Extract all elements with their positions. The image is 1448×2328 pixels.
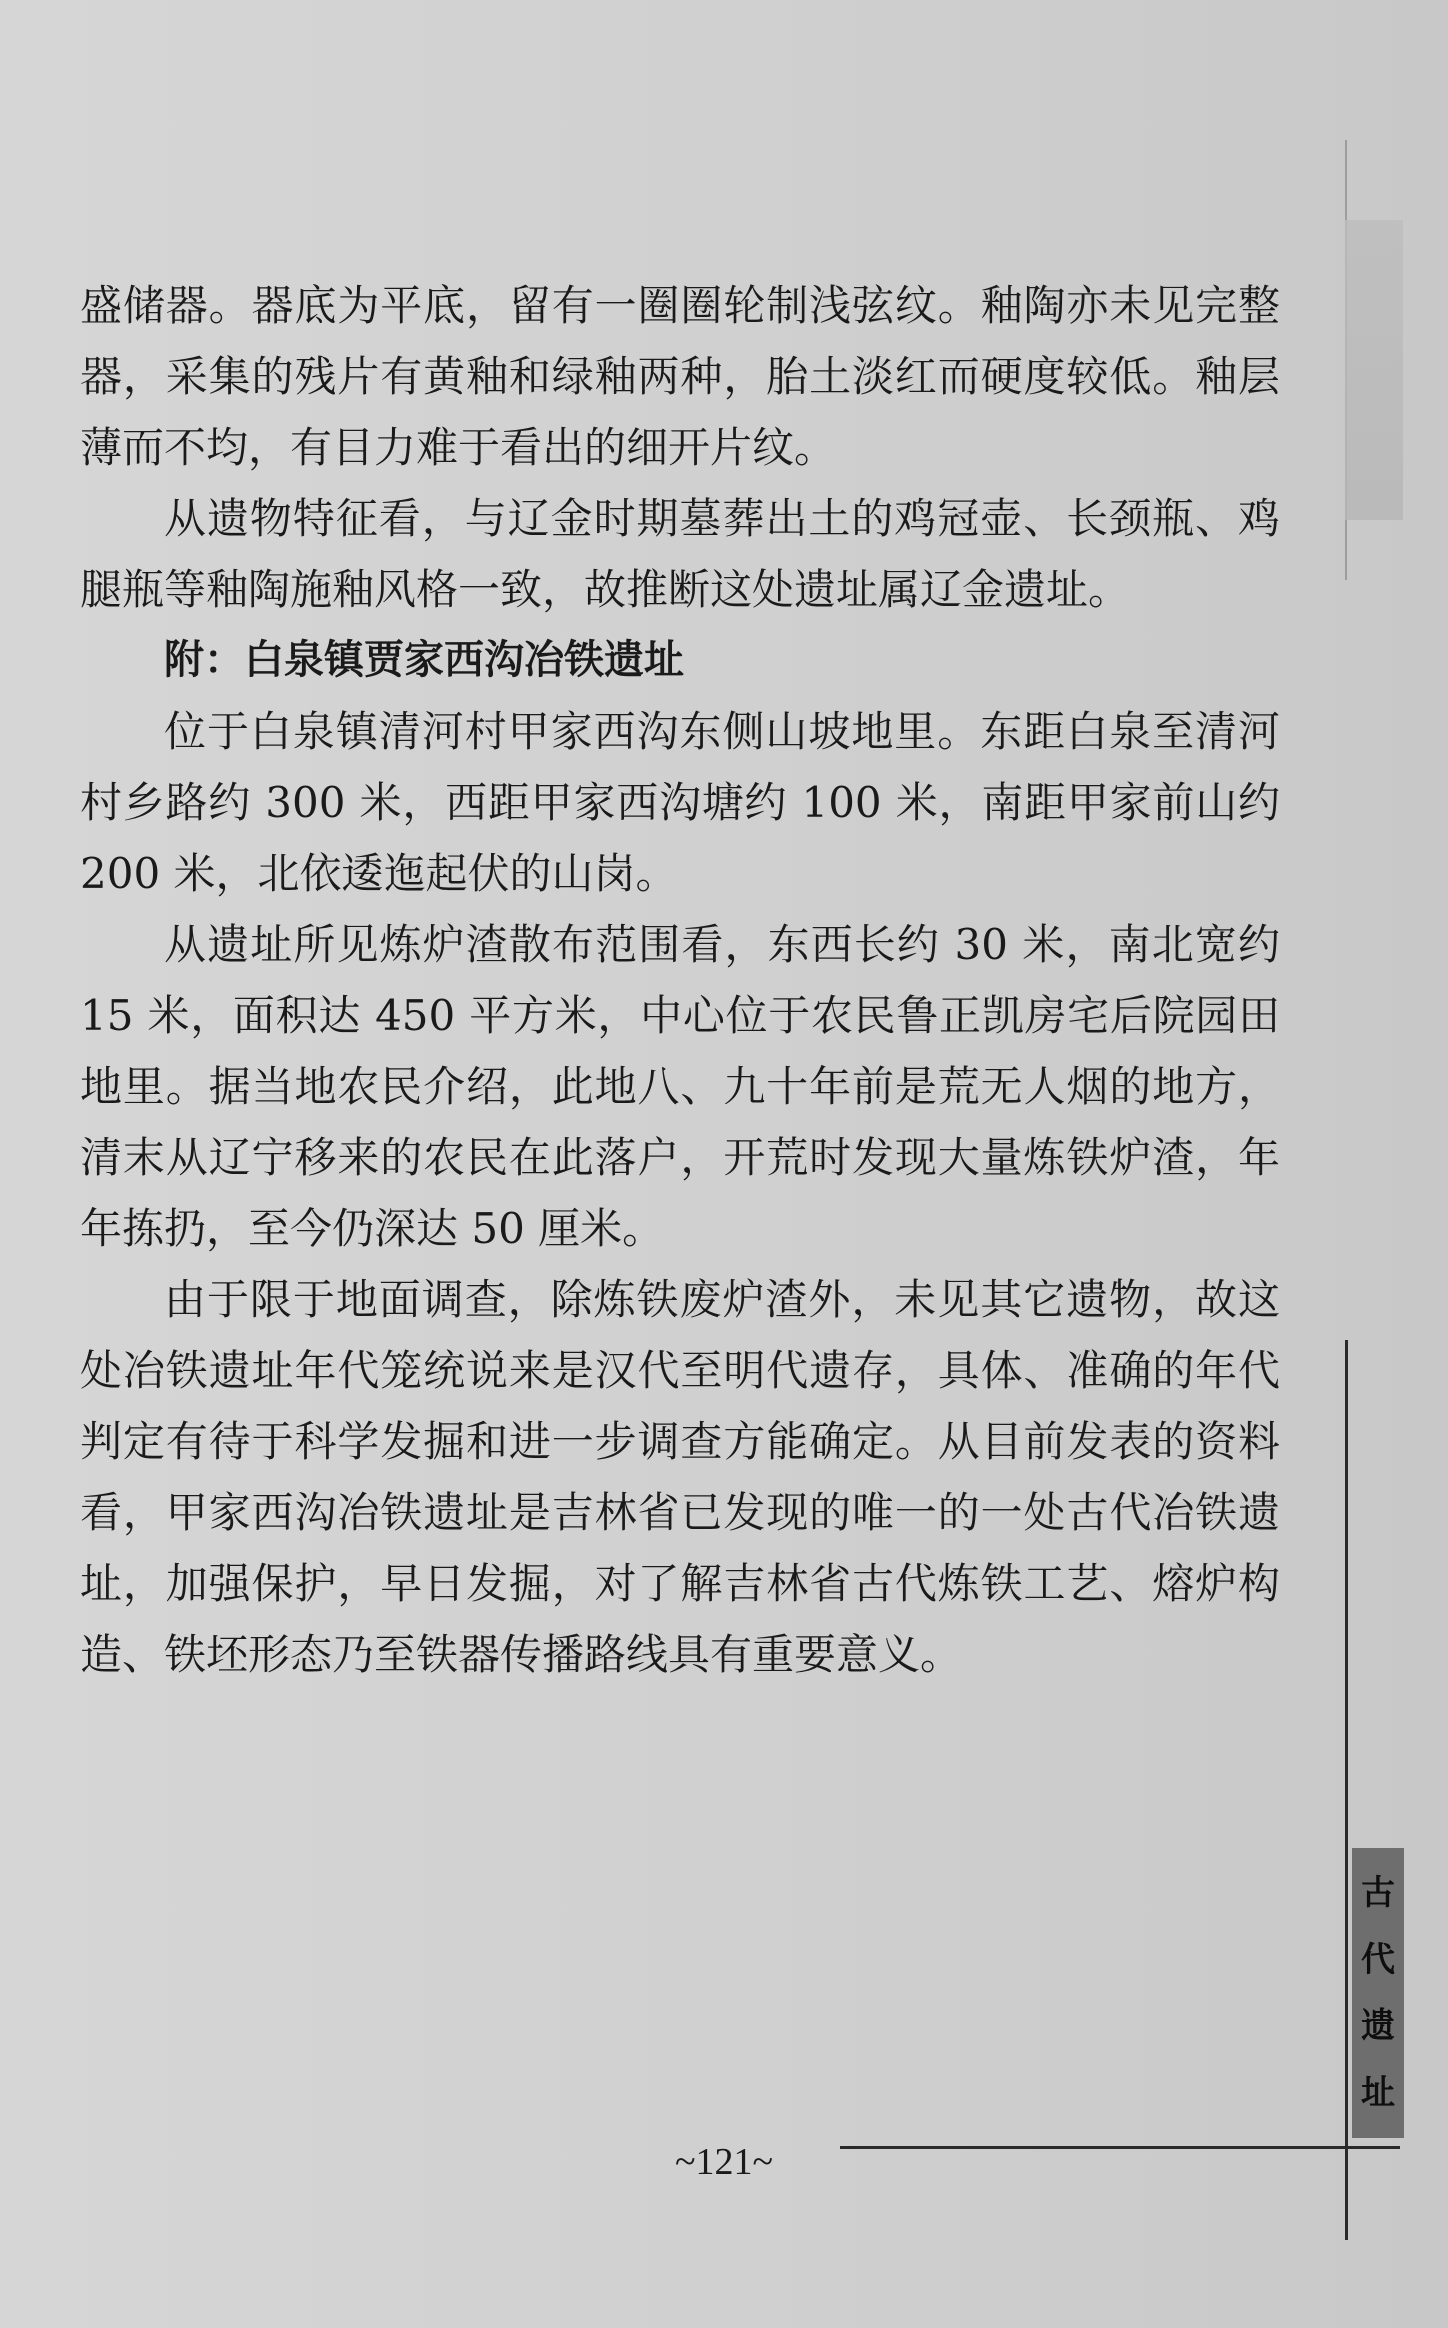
section-tab-char: 遗 (1361, 2006, 1395, 2047)
appendix-paragraph: 从遗址所见炼炉渣散布范围看，东西长约 30 米，南北宽约 15 米，面积达 450 平方米，中心位于农民鲁正凯房宅后院园田地里。据当地农民介绍，此地八、九十年前是荒无人烟的地方，清末从辽宁移来的农民在此落户，开荒时发现大量炼铁炉渣，年年拣扔，至今仍深达 50 厘米。 (80, 920, 1280, 1253)
section-tab-char: 址 (1361, 2072, 1395, 2113)
section-tab-char: 代 (1361, 1939, 1395, 1980)
section-tab (1352, 1848, 1404, 2138)
page-number: ~121~ (674, 2141, 774, 2183)
appendix-paragraph: 由于限于地面调查，除炼铁废炉渣外，未见其它遗物，故这处冶铁遗址年代笼统说来是汉代至明代遗存，具体、准确的年代判定有待于科学发掘和进一步调查方能确定。从目前发表的资料看，甲家西沟冶铁遗址是吉林省已发现的唯一的一处古代冶铁遗址，加强保护，早日发掘，对了解吉林省古代炼铁工艺、熔炉构造、铁坯形态乃至铁器传播路线具有重要意义。 (80, 1275, 1280, 1679)
body-paragraph: 盛储器。器底为平底，留有一圈圈轮制浅弦纹。釉陶亦未见完整器，采集的残片有黄釉和绿釉两种，胎土淡红而硬度较低。釉层薄而不均，有目力难于看出的细开片纹。 (80, 281, 1280, 472)
appendix-heading: 附：白泉镇贾家西沟冶铁遗址 (164, 637, 684, 683)
section-tab-char: 古 (1361, 1873, 1395, 1914)
appendix-paragraph: 位于白泉镇清河村甲家西沟东侧山坡地里。东距白泉至清河村乡路约 300 米，西距甲家西沟塘约 100 米，南距甲家前山约 200 米，北依逶迤起伏的山岗。 (80, 707, 1280, 898)
faded-section-tab (1345, 220, 1403, 520)
page-body (80, 270, 1280, 1690)
margin-rule-vertical (1345, 1340, 1348, 2240)
body-paragraph: 从遗物特征看，与辽金时期墓葬出土的鸡冠壶、长颈瓶、鸡腿瓶等釉陶施釉风格一致，故推断这处遗址属辽金遗址。 (80, 494, 1280, 614)
